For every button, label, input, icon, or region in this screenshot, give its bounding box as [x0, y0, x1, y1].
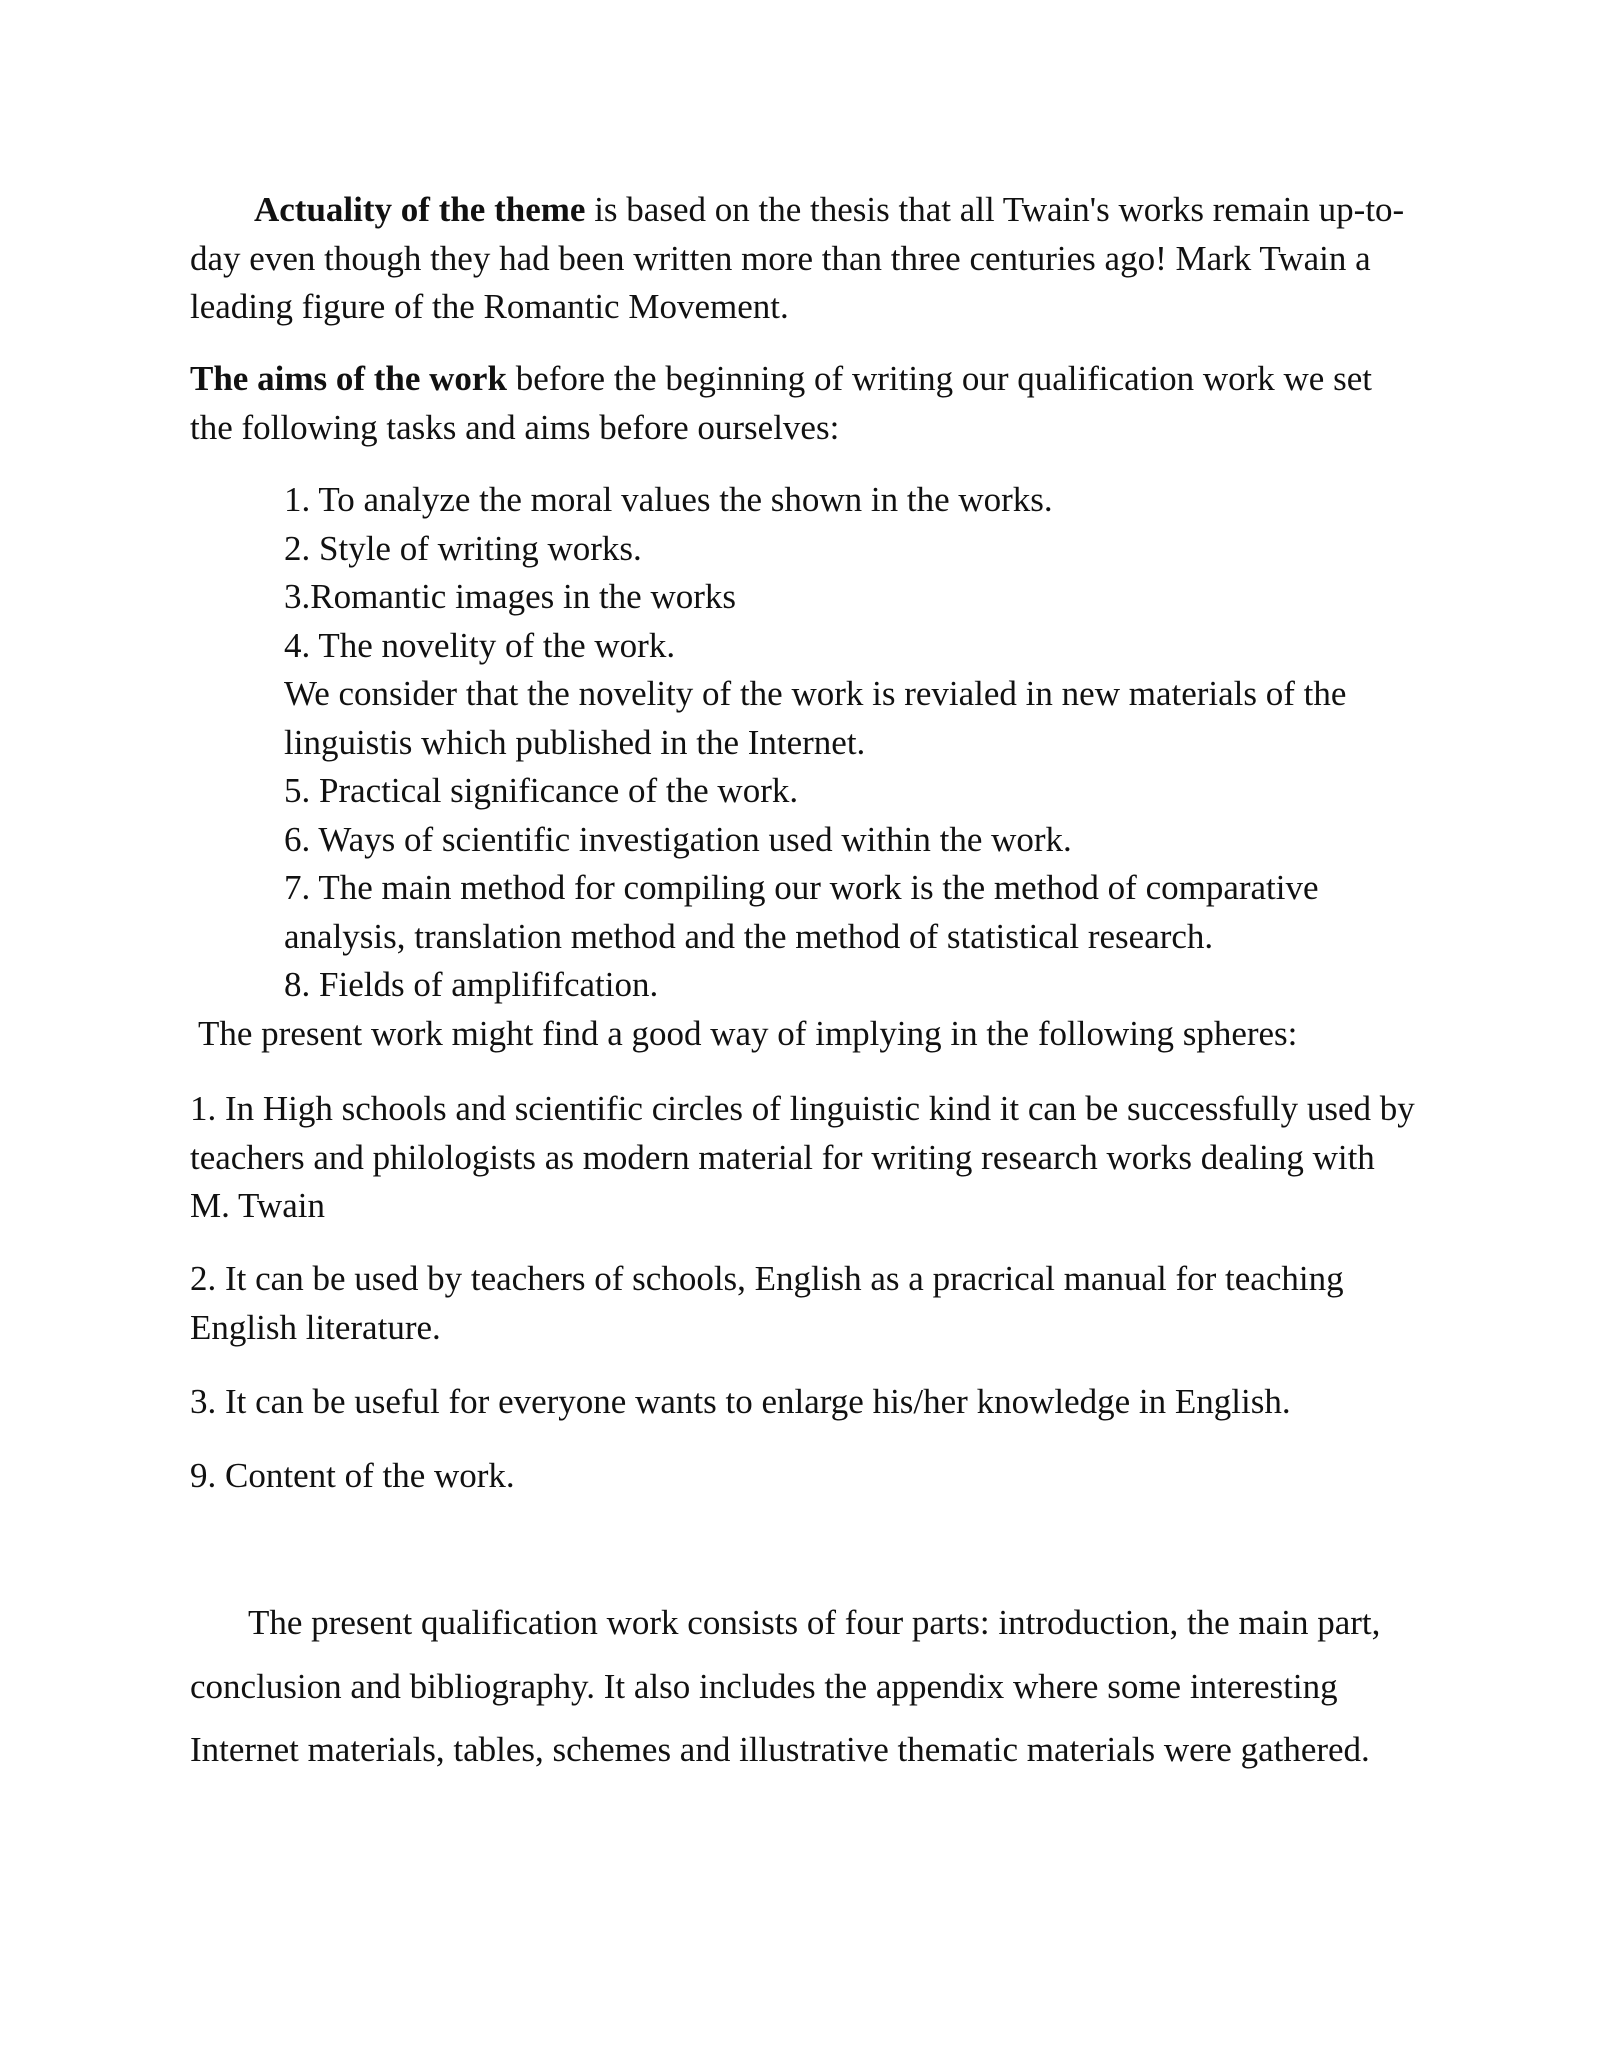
- sphere-item-2: 2. It can be used by teachers of schools, English as a pracrical manual for teaching English literature.: [190, 1259, 1344, 1347]
- actuality-paragraph: [190, 186, 1420, 332]
- task-item-7: 7. The main method for compiling our work is the method of comparative analysis, translation method and the method of statistical research.: [284, 868, 1319, 956]
- sphere-item-3: 3. It can be useful for everyone wants to enlarge his/her knowledge in English.: [190, 1382, 1291, 1421]
- task-item-3: 3.Romantic images in the works: [284, 577, 737, 616]
- task-item-2: 2. Style of writing works.: [284, 528, 642, 568]
- novelity-note: We consider that the novelity of the work is revialed in new materials of the linguistis which published in the Internet.: [284, 674, 1347, 762]
- task-item-8: 8. Fields of amplififcation.: [284, 965, 659, 1004]
- actuality-text: is based on the thesis that all Twain's works remain up-to-day even though they had been written more than three centuries ago! Mark Twain a leading figure of the Romantic Movement.: [190, 190, 1405, 326]
- actuality-heading: Actuality of the theme: [254, 190, 586, 229]
- aims-paragraph: [190, 355, 1420, 452]
- task-item-1: 1. To analyze the moral values the shown in the works.: [284, 480, 1053, 519]
- structure-paragraph: The present qualification work consists of four parts: introduction, the main part, conclusion and bibliography. It also includes the appendix where some interesting Internet materials, tables, schemes and illustrative thematic materials were gathered.: [190, 1603, 1381, 1769]
- content-item: 9. Content of the work.: [190, 1456, 515, 1495]
- aims-heading: The aims of the work: [190, 359, 507, 398]
- aims-text: before the beginning of writing our qualification work we set the following tasks and aims before ourselves:: [190, 359, 1372, 447]
- sphere-item-1: 1. In High schools and scientific circles of linguistic kind it can be successfully used by teachers and philologists as modern material for writing research works dealing with M. Twain: [190, 1089, 1415, 1225]
- task-item-6: 6. Ways of scientific investigation used within the work.: [284, 819, 1072, 859]
- tasks-list: [284, 476, 1424, 1010]
- task-item-5: 5. Practical significance of the work.: [284, 771, 799, 810]
- task-item-4: 4. The novelity of the work.: [284, 625, 676, 665]
- spheres-intro: The present work might find a good way of implying in the following spheres:: [198, 1014, 1298, 1053]
